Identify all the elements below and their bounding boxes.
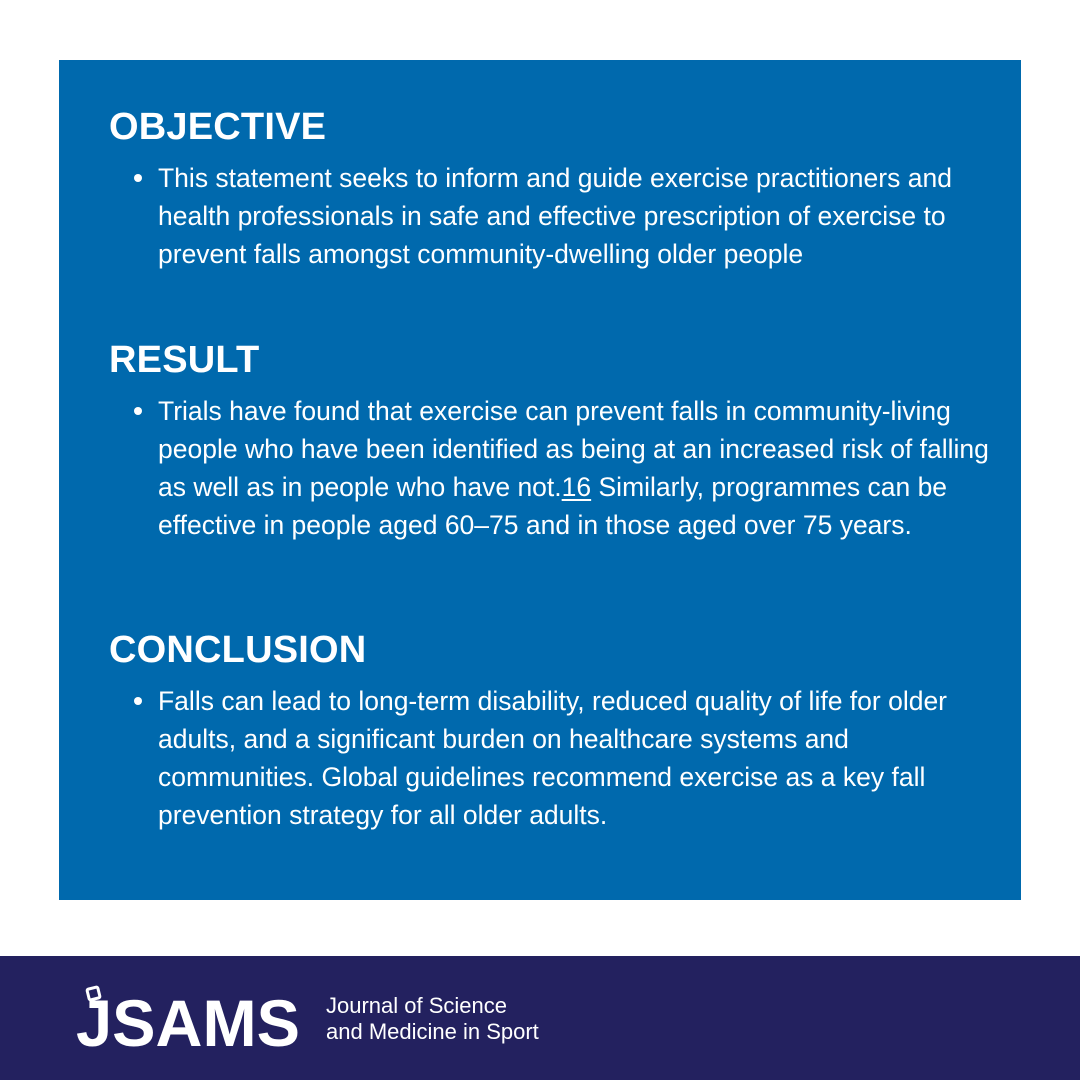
journal-name-line2: and Medicine in Sport (326, 1019, 539, 1044)
objective-heading: OBJECTIVE (109, 106, 327, 148)
logo-text: JSAMS (76, 986, 300, 1054)
bullet-icon (134, 407, 142, 415)
journal-name-line1: Journal of Science (326, 993, 507, 1018)
reference-link[interactable]: 16 (561, 472, 592, 502)
jsams-logo-mark (76, 984, 302, 1054)
objective-list (109, 159, 989, 273)
result-text-before-ref: Trials have found that exercise can prevent falls in community-living people who have been identified as being at an increased risk of falling as well as in people who have not. (158, 396, 989, 502)
conclusion-section (109, 630, 989, 834)
objective-section (109, 107, 989, 273)
bullet-icon (134, 697, 142, 705)
result-heading: RESULT (109, 339, 260, 381)
objective-text: This statement seeks to inform and guide exercise practitioners and health professionals in safe and effective prescription of exercise to prevent falls amongst community-dwelling older people (158, 163, 952, 269)
conclusion-list (109, 682, 989, 834)
jsams-logo (76, 984, 302, 1054)
result-item (158, 392, 989, 544)
footer-bar (0, 956, 1080, 1080)
conclusion-heading: CONCLUSION (109, 629, 367, 671)
result-text-after-ref: Similarly, programmes can be effective in people aged 60–75 and in those aged over 75 years. (158, 472, 948, 540)
result-list (109, 392, 989, 544)
bullet-icon (134, 174, 142, 182)
conclusion-item (158, 682, 989, 834)
journal-name (326, 993, 539, 1045)
objective-item (158, 159, 989, 273)
conclusion-text: Falls can lead to long-term disability, reduced quality of life for older adults, and a significant burden on healthcare systems and communities. Global guidelines recommend exercise as a key fall prevention strategy for all older adults. (158, 686, 948, 830)
summary-panel (59, 60, 1021, 900)
result-section (109, 340, 989, 544)
